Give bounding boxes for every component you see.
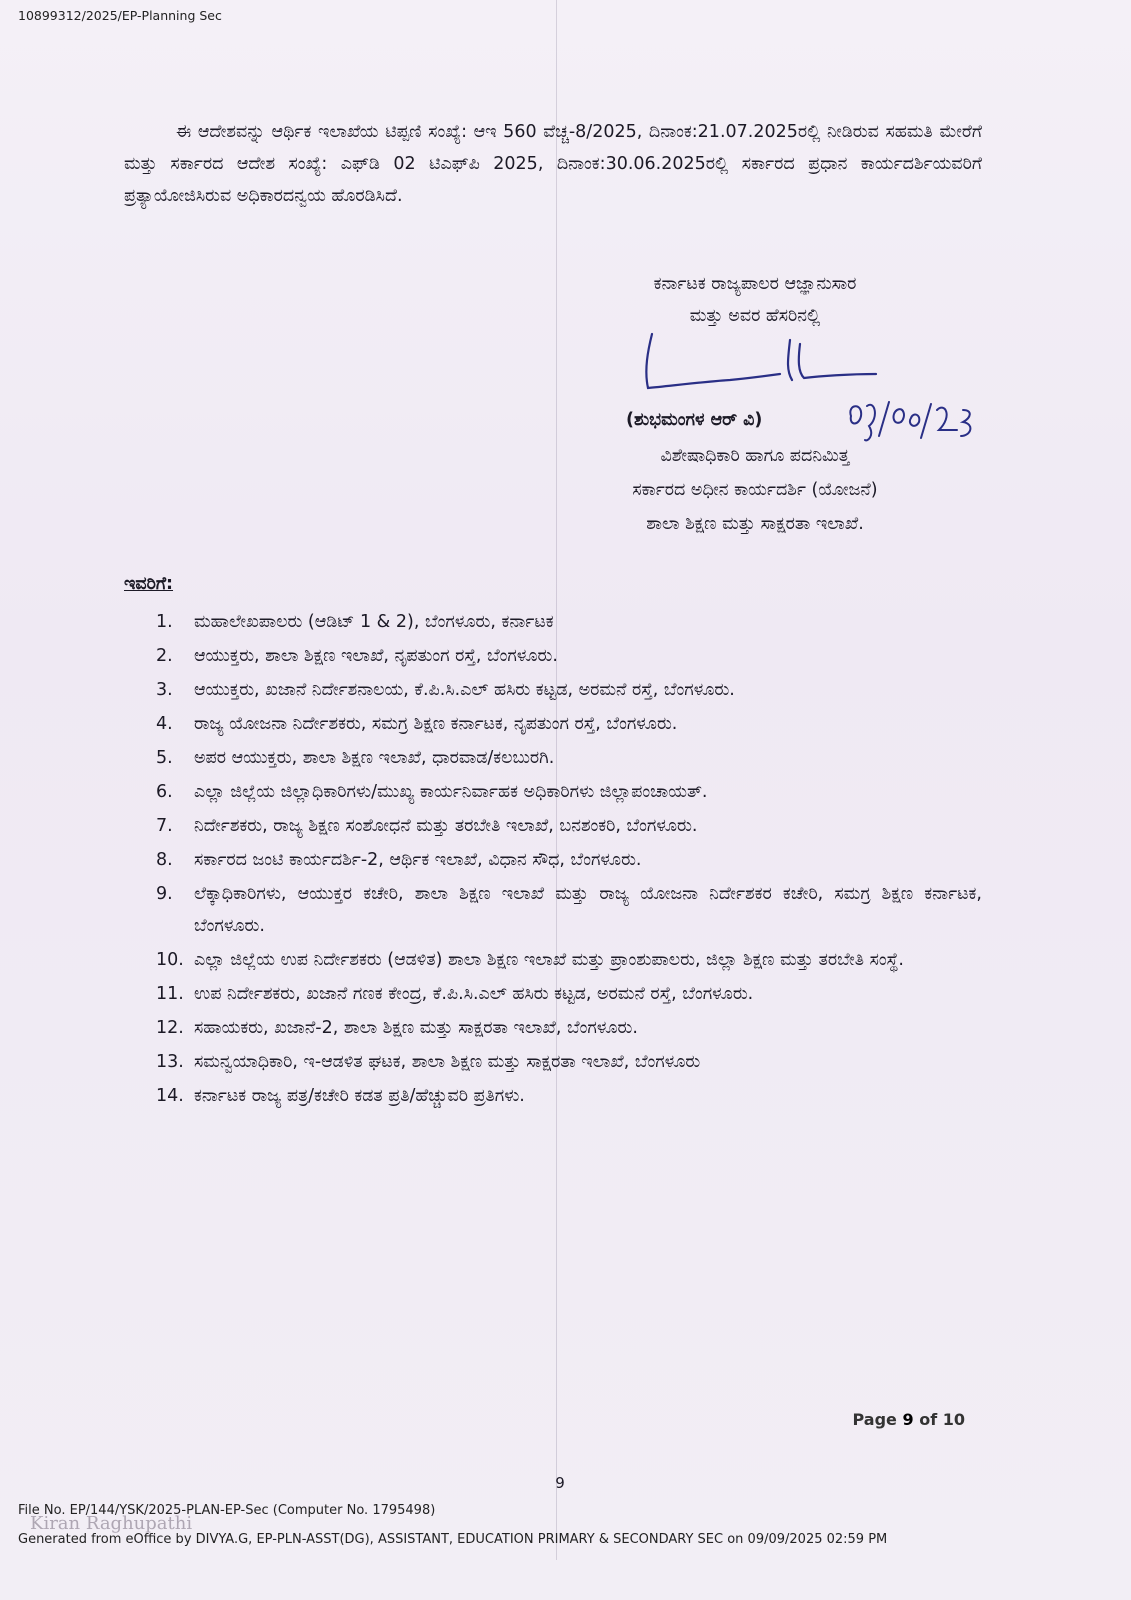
list-item [156,708,982,740]
item-text: ಉಪ ನಿರ್ದೇಶಕರು, ಖಜಾನೆ ಗಣಕ ಕೇಂದ್ರ, ಕೆ.ಪಿ.ಸಿ.ಎಲ್ ಹಸಿರು ಕಟ್ಟಡ, ಅರಮನೆ ರಸ್ತೆ, ಬೆಂಗಳೂರು. [194,984,754,1004]
governor-name-line: ಮತ್ತು ಅವರ ಹೆಸರಿನಲ್ಲಿ [689,306,821,326]
item-number: 4. [156,714,173,734]
item-number: 9. [156,884,173,904]
item-number: 12. [156,1018,184,1038]
page-current: 9 [902,1410,914,1429]
list-item [156,844,982,876]
footer-generated-line: Generated from eOffice by DIVYA.G, EP-PLN-ASST(DG), ASSISTANT, EDUCATION PRIMARY & SECONDARY SEC on 09/09/2025 02:59 PM [18,1532,888,1547]
designation-line-2: ಸರ್ಕಾರದ ಅಧೀನ ಕಾರ್ಯದರ್ಶಿ (ಯೋಜನೆ) [632,480,878,500]
item-text: ಲೆಕ್ಕಾಧಿಕಾರಿಗಳು, ಆಯುಕ್ತರ ಕಚೇರಿ, ಶಾಲಾ ಶಿಕ್ಷಣ ಇಲಾಖೆ ಮತ್ತು ರಾಜ್ಯ ಯೋಜನಾ ನಿರ್ದೇಶಕರ ಕಚೇರಿ, ಸಮಗ್ರ ಶಿಕ್ಷಣ ಕರ್ನಾಟಕ, ಬೆಂಗಳೂರು. [194,884,982,936]
list-item [156,674,982,706]
handwritten-date [845,396,1020,446]
handwritten-signature [640,330,880,410]
page-center-number: 9 [555,1474,565,1492]
designation-line-1: ವಿಶೇಷಾಧಿಕಾರಿ ಹಾಗೂ ಪದನಿಮಿತ್ತ [660,446,850,466]
item-text: ಆಯುಕ್ತರು, ಖಜಾನೆ ನಿರ್ದೇಶನಾಲಯ, ಕೆ.ಪಿ.ಸಿ.ಎಲ್ ಹಸಿರು ಕಟ್ಟಡ, ಅರಮನೆ ರಸ್ತೆ, ಬೆಂಗಳೂರು. [194,680,735,700]
recipients-heading: ಇವರಿಗೆ: [124,574,174,594]
item-number: 2. [156,646,173,666]
list-item [156,776,982,808]
page-separator: of [919,1410,938,1429]
item-text: ರಾಜ್ಯ ಯೋಜನಾ ನಿರ್ದೇಶಕರು, ಸಮಗ್ರ ಶಿಕ್ಷಣ ಕರ್ನಾಟಕ, ನೃಪತುಂಗ ರಸ್ತೆ, ಬೆಂಗಳೂರು. [194,714,678,734]
footer-file-number: File No. EP/144/YSK/2025-PLAN-EP-Sec (Computer No. 1795498) [18,1503,436,1518]
page-number-indicator [830,1410,965,1429]
item-text: ನಿರ್ದೇಶಕರು, ರಾಜ್ಯ ಶಿಕ್ಷಣ ಸಂಶೋಧನೆ ಮತ್ತು ತರಬೇತಿ ಇಲಾಖೆ, ಬನಶಂಕರಿ, ಬೆಂಗಳೂರು. [194,816,698,836]
list-item [156,978,982,1010]
list-item [156,1012,982,1044]
item-number: 10. [156,950,184,970]
item-text: ಆಯುಕ್ತರು, ಶಾಲಾ ಶಿಕ್ಷಣ ಇಲಾಖೆ, ನೃಪತುಂಗ ರಸ್ತೆ, ಬೆಂಗಳೂರು. [194,646,558,666]
page-prefix: Page [852,1410,897,1429]
signer-name: (ಶುಭಮಂಗಳ ಆರ್ ವಿ) [626,410,763,430]
item-text: ಸರ್ಕಾರದ ಜಂಟಿ ಕಾರ್ಯದರ್ಶಿ-2, ಆರ್ಥಿಕ ಇಲಾಖೆ, ವಿಧಾನ ಸೌಧ, ಬೆಂಗಳೂರು. [194,850,642,870]
order-paragraph: ಈ ಆದೇಶವನ್ನು ಆರ್ಥಿಕ ಇಲಾಖೆಯ ಟಿಪ್ಪಣಿ ಸಂಖ್ಯೆ: ಆಇ 560 ವೆಚ್ಚ-8/2025, ದಿನಾಂಕ:21.07.2025ರಲ್ಲಿ ನೀಡಿರುವ ಸಹಮತಿ ಮೇರೆಗೆ ಮತ್ತು ಸರ್ಕಾರದ ಆದೇಶ ಸಂಖ್ಯೆ: ಎಫ್‌ಡಿ 02 ಟಿಎಫ್‌ಪಿ 2025, ದಿನಾಂಕ:30.06.2025ರಲ್ಲಿ ಸರ್ಕಾರದ ಪ್ರಧಾನ ಕಾರ್ಯದರ್ಶಿಯವರಿಗೆ ಪ್ರತ್ಯಾಯೋಜಿಸಿರುವ ಅಧಿಕಾರದನ್ವಯ ಹೊರಡಿಸಿದೆ. [124,122,982,206]
list-item [156,810,982,842]
list-item [156,1080,982,1112]
governor-order-line: ಕರ್ನಾಟಕ ರಾಜ್ಯಪಾಲರ ಆಜ್ಞಾನುಸಾರ [653,274,857,294]
item-text: ಕರ್ನಾಟಕ ರಾಜ್ಯ ಪತ್ರ/ಕಚೇರಿ ಕಡತ ಪ್ರತಿ/ಹೆಚ್ಚುವರಿ ಪ್ರತಿಗಳು. [194,1086,525,1106]
list-item [156,640,982,672]
item-number: 5. [156,748,173,768]
file-reference-header: 10899312/2025/EP-Planning Sec [18,8,222,23]
item-text: ಎಲ್ಲಾ ಜಿಲ್ಲೆಯ ಉಪ ನಿರ್ದೇಶಕರು (ಆಡಳಿತ) ಶಾಲಾ ಶಿಕ್ಷಣ ಇಲಾಖೆ ಮತ್ತು ಪ್ರಾಂಶುಪಾಲರು, ಜಿಲ್ಲಾ ಶಿಕ್ಷಣ ಮತ್ತು ತರಬೇತಿ ಸಂಸ್ಥೆ. [194,950,904,970]
list-item [156,742,982,774]
item-number: 3. [156,680,173,700]
item-number: 13. [156,1052,184,1072]
item-text: ಅಪರ ಆಯುಕ್ತರು, ಶಾಲಾ ಶಿಕ್ಷಣ ಇಲಾಖೆ, ಧಾರವಾಡ/ಕಲಬುರಗಿ. [194,748,555,768]
list-item [156,1046,982,1078]
handwritten-watermark: Kiran Raghupathi [30,1513,193,1534]
item-number: 1. [156,612,173,632]
designation-line-3: ಶಾಲಾ ಶಿಕ್ಷಣ ಮತ್ತು ಸಾಕ್ಷರತಾ ಇಲಾಖೆ. [646,514,864,534]
item-number: 7. [156,816,173,836]
item-number: 14. [156,1086,184,1106]
page-total: 10 [942,1410,965,1429]
item-number: 6. [156,782,173,802]
item-number: 11. [156,984,184,1004]
item-text: ಎಲ್ಲಾ ಜಿಲ್ಲೆಯ ಜಿಲ್ಲಾಧಿಕಾರಿಗಳು/ಮುಖ್ಯ ಕಾರ್ಯನಿರ್ವಾಹಕ ಅಧಿಕಾರಿಗಳು ಜಿಲ್ಲಾಪಂಚಾಯತ್. [194,782,708,802]
item-text: ಮಹಾಲೇಖಪಾಲರು (ಆಡಿಟ್ 1 & 2), ಬೆಂಗಳೂರು, ಕರ್ನಾಟಕ [194,612,554,632]
item-text: ಸಹಾಯಕರು, ಖಜಾನೆ-2, ಶಾಲಾ ಶಿಕ್ಷಣ ಮತ್ತು ಸಾಕ್ಷರತಾ ಇಲಾಖೆ, ಬೆಂಗಳೂರು. [194,1018,638,1038]
item-text: ಸಮನ್ವಯಾಧಿಕಾರಿ, ಇ-ಆಡಳಿತ ಘಟಕ, ಶಾಲಾ ಶಿಕ್ಷಣ ಮತ್ತು ಸಾಕ್ಷರತಾ ಇಲಾಖೆ, ಬೆಂಗಳೂರು [194,1052,701,1072]
item-number: 8. [156,850,173,870]
list-item [156,878,982,942]
list-item [156,944,982,976]
list-item [156,606,982,638]
recipients-list [156,606,982,1114]
